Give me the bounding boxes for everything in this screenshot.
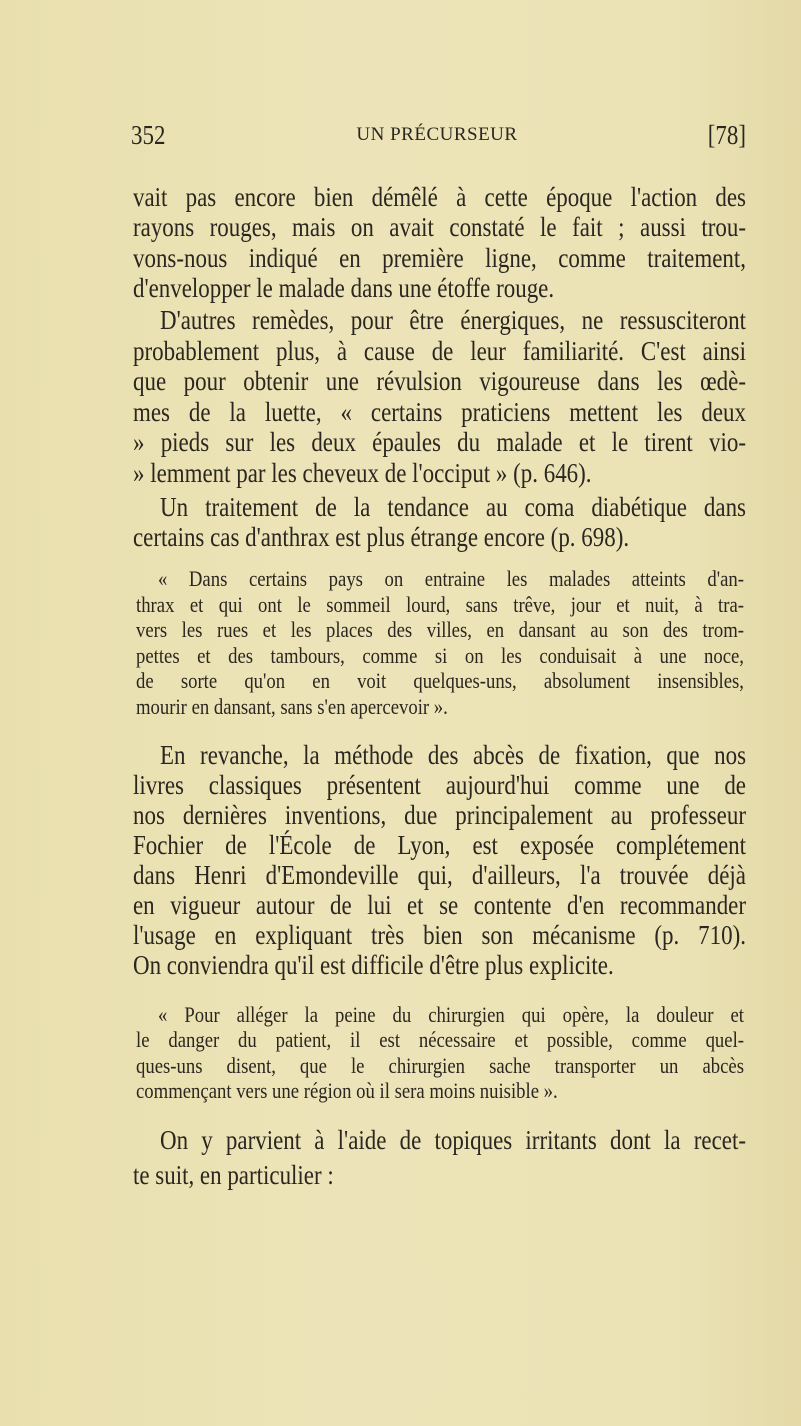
text-line: » pieds sur les deux épaules du malade et le tirent vio- [133, 427, 746, 458]
text-line: livres classiques présentent aujourd'hui comme une de [133, 770, 746, 800]
text-line: Fochier de l'École de Lyon, est exposée complétement [133, 830, 746, 860]
text-line: d'envelopper le malade dans une étoffe rouge. [133, 273, 555, 304]
text-line: En revanche, la méthode des abcès de fixation, que nos [160, 740, 746, 770]
text-line: mourir en dansant, sans s'en apercevoir ». [136, 694, 448, 719]
text-line: « Pour alléger la peine du chirurgien qui opère, la douleur et [158, 1002, 744, 1027]
text-line: l'usage en expliquant très bien son mécanisme (p. 710). [133, 920, 746, 950]
text-line: pettes et des tambours, comme si on les conduisait à une noce, [136, 642, 744, 668]
text-line: » lemment par les cheveux de l'occiput » (p. 646). [133, 458, 592, 488]
text-line: Un traitement de la tendance au coma diabétique dans [160, 492, 746, 522]
text-line: mes de la luette, « certains praticiens mettent les deux [133, 396, 746, 427]
text-line: vers les rues et les places des villes, en dansant au son des trom- [136, 617, 744, 643]
text-line: rayons rouges, mais on avait constaté le fait ; aussi trou- [133, 212, 746, 243]
text-line: que pour obtenir une révulsion vigoureuse dans les œdè- [133, 366, 746, 397]
page-number: 352 [131, 120, 166, 150]
text-line: On y parvient à l'aide de topiques irritants dont la recet- [160, 1125, 746, 1155]
text-line: On conviendra qu'il est difficile d'être plus explicite. [133, 950, 614, 980]
text-line: ques-uns disent, que le chirurgien sache transporter un abcès [136, 1052, 744, 1078]
text-line: nos dernières inventions, due principalement au professeur [133, 800, 746, 830]
text-line: probablement plus, à cause de leur familiarité. C'est ainsi [133, 335, 746, 366]
running-title: UN PRÉCURSEUR [356, 124, 518, 145]
text-line: D'autres remèdes, pour être énergiques, ne ressusciteront [160, 305, 746, 335]
text-line: vait pas encore bien démêlé à cette époque l'action des [133, 182, 746, 212]
text-line: thrax et qui ont le sommeil lourd, sans trêve, jour et nuit, à tra- [136, 591, 744, 617]
text-line: commençant vers une région où il sera moins nuisible ». [136, 1077, 558, 1103]
text-line: dans Henri d'Emondeville qui, d'ailleurs, l'a trouvée déjà [133, 860, 746, 890]
bracket-page-number: [78] [707, 120, 746, 150]
text-line: « Dans certains pays on entraine les malades atteints d'an- [158, 566, 744, 591]
text-line: de sorte qu'on en voit quelques-uns, absolument insensibles, [136, 668, 744, 694]
text-line: le danger du patient, il est nécessaire et possible, comme quel- [136, 1027, 744, 1053]
text-line: certains cas d'anthrax est plus étrange encore (p. 698). [133, 522, 630, 552]
text-line: te suit, en particulier : [133, 1160, 334, 1190]
text-line: en vigueur autour de lui et se contente d'en recommander [133, 890, 746, 920]
text-line: vons-nous indiqué en première ligne, comme traitement, [133, 242, 746, 273]
